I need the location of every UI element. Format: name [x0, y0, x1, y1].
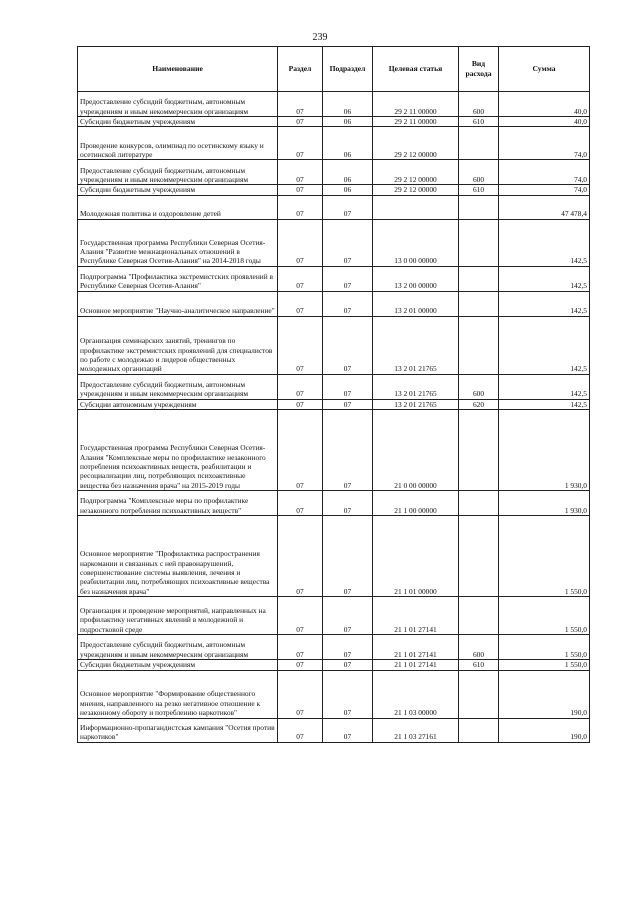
cell-sum: 74,0 — [499, 127, 590, 160]
cell-section: 07 — [278, 291, 323, 316]
cell-sum: 190,0 — [499, 718, 590, 742]
cell-article: 21 1 03 00000 — [373, 670, 459, 718]
cell-article: 13 2 00 00000 — [373, 266, 459, 291]
cell-subsection: 07 — [323, 399, 373, 409]
cell-expense-type — [459, 316, 499, 374]
cell-expense-type — [459, 195, 499, 219]
cell-section: 07 — [278, 635, 323, 660]
header-name: Наименование — [78, 47, 278, 92]
cell-article: 13 2 01 21765 — [373, 374, 459, 399]
table-row — [78, 291, 590, 316]
cell-name: Информационно-пропагандистская кампания "Осетия против наркотиков" — [78, 718, 278, 742]
cell-section: 07 — [278, 410, 323, 491]
cell-subsection: 07 — [323, 316, 373, 374]
cell-article: 29 2 11 00000 — [373, 117, 459, 127]
table-row — [78, 635, 590, 660]
cell-expense-type — [459, 718, 499, 742]
cell-article: 13 2 01 00000 — [373, 291, 459, 316]
table-row — [78, 92, 590, 117]
cell-section: 07 — [278, 597, 323, 635]
budget-table — [77, 46, 590, 743]
cell-sum: 1 930,0 — [499, 491, 590, 516]
cell-expense-type — [459, 266, 499, 291]
cell-sum: 142,5 — [499, 399, 590, 409]
cell-subsection: 07 — [323, 219, 373, 266]
cell-article: 29 2 12 00000 — [373, 127, 459, 160]
header-subsection: Подраздел — [323, 47, 373, 92]
cell-subsection: 06 — [323, 127, 373, 160]
cell-expense-type: 600 — [459, 92, 499, 117]
cell-expense-type — [459, 291, 499, 316]
cell-sum: 74,0 — [499, 160, 590, 185]
cell-expense-type: 600 — [459, 635, 499, 660]
cell-article: 29 2 12 00000 — [373, 185, 459, 195]
cell-expense-type — [459, 127, 499, 160]
cell-article: 21 1 00 00000 — [373, 491, 459, 516]
cell-name: Молодежная политика и оздоровление детей — [78, 195, 278, 219]
cell-name: Государственная программа Республики Северная Осетия-Алания "Комплексные меры по профилактике незаконного потребления психоактивных веществ, реабилитации и ресоциализации лиц, потребляющих психоактивные вещества без назначения врача" на 2015-2019 годы — [78, 410, 278, 491]
cell-section: 07 — [278, 127, 323, 160]
cell-subsection: 07 — [323, 291, 373, 316]
cell-section: 07 — [278, 316, 323, 374]
cell-expense-type — [459, 410, 499, 491]
cell-name: Подпрограмма "Комплексные меры по профилактике незаконного потребления психоактивных веществ" — [78, 491, 278, 516]
cell-name: Предоставление субсидий бюджетным, автономным учреждениям и иным некоммерческим организациям — [78, 635, 278, 660]
cell-section: 07 — [278, 491, 323, 516]
cell-name: Организация семинарских занятий, тренингов по профилактике экстремистских проявлений для специалистов по работе с молодежью и лидеров общественных молодежных организаций — [78, 316, 278, 374]
cell-subsection: 07 — [323, 266, 373, 291]
cell-subsection: 07 — [323, 660, 373, 670]
table-row — [78, 160, 590, 185]
cell-subsection: 07 — [323, 597, 373, 635]
cell-subsection: 07 — [323, 491, 373, 516]
table-row — [78, 718, 590, 742]
header-expense-type: Вид расхода — [459, 47, 499, 92]
cell-section: 07 — [278, 718, 323, 742]
cell-name: Основное мероприятие "Формирование общественного мнения, направленного на резко негативное отношение к незаконному обороту и потреблению наркотиков" — [78, 670, 278, 718]
cell-subsection: 06 — [323, 117, 373, 127]
header-article: Целевая статья — [373, 47, 459, 92]
cell-sum: 1 550,0 — [499, 660, 590, 670]
table-row — [78, 127, 590, 160]
cell-sum: 40,0 — [499, 92, 590, 117]
cell-expense-type: 620 — [459, 399, 499, 409]
cell-subsection: 07 — [323, 718, 373, 742]
cell-expense-type: 610 — [459, 185, 499, 195]
cell-article: 13 0 00 00000 — [373, 219, 459, 266]
cell-sum: 142,5 — [499, 374, 590, 399]
cell-expense-type — [459, 219, 499, 266]
table-row — [78, 219, 590, 266]
cell-subsection: 07 — [323, 410, 373, 491]
cell-sum: 190,0 — [499, 670, 590, 718]
cell-article: 21 0 00 00000 — [373, 410, 459, 491]
table-row — [78, 195, 590, 219]
cell-name: Субсидии бюджетным учреждениям — [78, 117, 278, 127]
cell-name: Субсидии бюджетным учреждениям — [78, 185, 278, 195]
table-row — [78, 117, 590, 127]
table-row — [78, 516, 590, 597]
table-row — [78, 597, 590, 635]
cell-name: Государственная программа Республики Северная Осетия-Алания "Развитие межнациональных отношений в Республике Северная Осетия-Алания" на 2014-2018 годы — [78, 219, 278, 266]
table-row — [78, 185, 590, 195]
cell-subsection: 07 — [323, 670, 373, 718]
cell-section: 07 — [278, 670, 323, 718]
cell-expense-type: 600 — [459, 160, 499, 185]
cell-sum: 142,5 — [499, 219, 590, 266]
cell-name: Подпрограмма "Профилактика экстремистских проявлений в Республике Северная Осетия-Алания" — [78, 266, 278, 291]
cell-expense-type — [459, 491, 499, 516]
cell-section: 07 — [278, 219, 323, 266]
cell-section: 07 — [278, 266, 323, 291]
cell-section: 07 — [278, 185, 323, 195]
cell-section: 07 — [278, 117, 323, 127]
cell-article: 21 1 01 27141 — [373, 660, 459, 670]
cell-article: 29 2 11 00000 — [373, 92, 459, 117]
cell-expense-type — [459, 597, 499, 635]
table-body — [78, 92, 590, 743]
cell-name: Основное мероприятие "Научно-аналитическое направление" — [78, 291, 278, 316]
cell-sum: 142,5 — [499, 291, 590, 316]
cell-section: 07 — [278, 660, 323, 670]
table-row — [78, 491, 590, 516]
cell-article: 29 2 12 00000 — [373, 160, 459, 185]
cell-article: 13 2 01 21765 — [373, 399, 459, 409]
cell-subsection: 06 — [323, 160, 373, 185]
cell-subsection: 07 — [323, 374, 373, 399]
table-header-row — [78, 47, 590, 92]
cell-name: Субсидии автономным учреждениям — [78, 399, 278, 409]
table-row — [78, 316, 590, 374]
cell-sum: 1 550,0 — [499, 516, 590, 597]
cell-name: Организация и проведение мероприятий, направленных на профилактику негативных явлений в молодежной и подростковой среде — [78, 597, 278, 635]
cell-article: 21 1 01 27141 — [373, 597, 459, 635]
cell-name: Субсидии бюджетным учреждениям — [78, 660, 278, 670]
cell-article: 13 2 01 21765 — [373, 316, 459, 374]
cell-section: 07 — [278, 92, 323, 117]
cell-sum: 142,5 — [499, 266, 590, 291]
cell-subsection: 07 — [323, 195, 373, 219]
table-row — [78, 670, 590, 718]
cell-subsection: 06 — [323, 185, 373, 195]
cell-expense-type: 600 — [459, 374, 499, 399]
table-row — [78, 660, 590, 670]
cell-expense-type — [459, 670, 499, 718]
cell-sum: 47 478,4 — [499, 195, 590, 219]
table-row — [78, 399, 590, 409]
cell-article — [373, 195, 459, 219]
header-sum: Сумма — [499, 47, 590, 92]
cell-sum: 142,5 — [499, 316, 590, 374]
cell-sum: 1 930,0 — [499, 410, 590, 491]
cell-name: Предоставление субсидий бюджетным, автономным учреждениям и иным некоммерческим организациям — [78, 374, 278, 399]
cell-subsection: 07 — [323, 635, 373, 660]
cell-name: Основное мероприятие "Профилактика распространения наркомании и связанных с ней правонарушений, совершенствование системы выявления, лечения и реабилитации лиц, потребляющих психоактивные вещества без назначения врача" — [78, 516, 278, 597]
cell-name: Проведение конкурсов, олимпиад по осетинскому языку и осетинской литературе — [78, 127, 278, 160]
page-number: 239 — [312, 32, 328, 43]
cell-section: 07 — [278, 374, 323, 399]
cell-expense-type — [459, 516, 499, 597]
cell-section: 07 — [278, 399, 323, 409]
cell-subsection: 06 — [323, 92, 373, 117]
table-row — [78, 410, 590, 491]
cell-sum: 1 550,0 — [499, 635, 590, 660]
cell-sum: 74,0 — [499, 185, 590, 195]
cell-article: 21 1 03 27161 — [373, 718, 459, 742]
cell-article: 21 1 01 00000 — [373, 516, 459, 597]
cell-expense-type: 610 — [459, 117, 499, 127]
cell-sum: 40,0 — [499, 117, 590, 127]
cell-section: 07 — [278, 160, 323, 185]
table-row — [78, 266, 590, 291]
cell-section: 07 — [278, 195, 323, 219]
cell-expense-type: 610 — [459, 660, 499, 670]
header-section: Раздел — [278, 47, 323, 92]
cell-section: 07 — [278, 516, 323, 597]
cell-article: 21 1 01 27141 — [373, 635, 459, 660]
cell-sum: 1 550,0 — [499, 597, 590, 635]
cell-name: Предоставление субсидий бюджетным, автономным учреждениям и иным некоммерческим организациям — [78, 92, 278, 117]
cell-subsection: 07 — [323, 516, 373, 597]
table-row — [78, 374, 590, 399]
cell-name: Предоставление субсидий бюджетным, автономным учреждениям и иным некоммерческим организациям — [78, 160, 278, 185]
